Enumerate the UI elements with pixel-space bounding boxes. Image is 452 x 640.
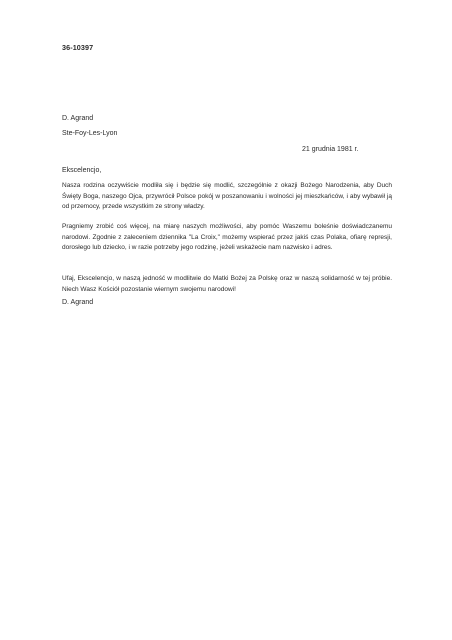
paragraph-2: Pragniemy zrobić coś więcej, na miarę naszych możliwości, aby pomóc Waszemu boleśnie doświadczanemu narodowi. Zgodnie z zaleceniem dziennika "La Croix," możemy wspierać przez jakiś czas Polaka, ofiarę represji, dorosłego lub dziecko, i w razie potrzeby jego rodzinę, jeżeli wskażecie nam nazwisko i adres. [62, 223, 392, 252]
letter-date: 21 grudnia 1981 r. [302, 146, 359, 153]
paragraph-3: Ufaj, Ekscelencjo, w naszą jedność w modlitwie do Matki Bożej za Polskę oraz w naszą solidarność w tej próbie. Niech Wasz Kościół pozostanie wiernym swojemu narodowi! [62, 275, 392, 293]
sender-name: D. Agrand [62, 115, 94, 122]
sender-place: Ste-Foy-Les-Lyon [62, 130, 118, 137]
salutation: Ekscelencjo, [62, 167, 102, 174]
signature: D. Agrand [62, 299, 94, 306]
paragraph-1: Nasza rodzina oczywiście modliła się i będzie się modlić, szczególnie z okazji Bożego Narodzenia, aby Duch Święty Boga, naszego Ojca, przywrócił Polsce pokój w poszanowaniu i wolności jej mieszkańców, i aby wybawił ją od przemocy, przede wszystkim ze strony władzy. [62, 182, 392, 211]
document-number: 36-10397 [62, 43, 94, 52]
